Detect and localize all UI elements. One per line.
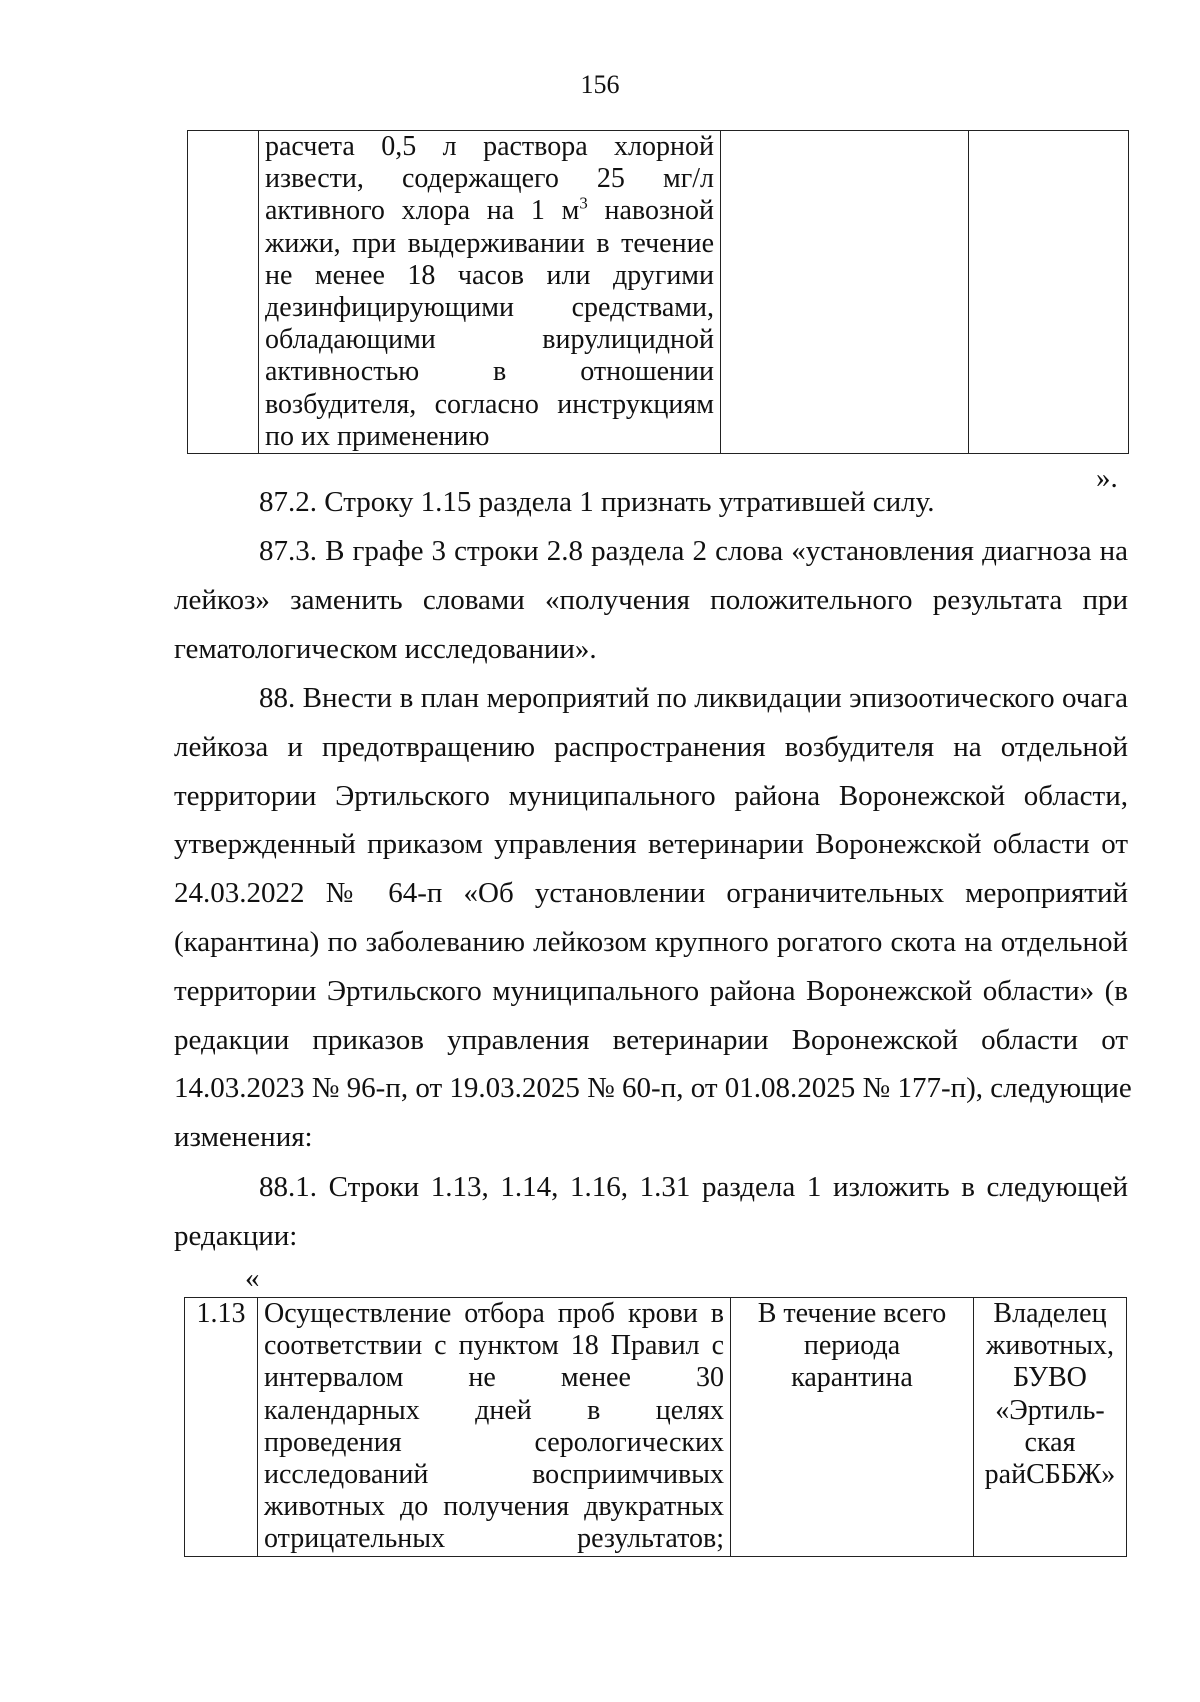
table-row	[185, 1298, 1127, 1557]
paragraph-line: 88.1. Строки 1.13, 1.14, 1.16, 1.31 раздела 1 изложить в следующей	[259, 1171, 1128, 1203]
table-cell-description	[258, 1298, 731, 1557]
paragraph-line: утвержденный приказом управления ветеринарии Воронежской области от	[174, 828, 1128, 861]
cell-line: БУВО	[1013, 1362, 1087, 1394]
paragraph-88	[174, 674, 1132, 1162]
table-cell-term	[721, 131, 969, 454]
paragraph-line: территории Эртильского муниципального района Воронежской области» (в	[174, 974, 1128, 1007]
cell-line: «Эртиль-	[995, 1394, 1105, 1426]
cell-line: райСББЖ»	[984, 1459, 1116, 1491]
page-number: 156	[580, 70, 620, 99]
cell-line: отрицательных результатов;	[264, 1523, 724, 1555]
table-cell-responsible	[969, 131, 1129, 454]
cell-line: по их применению	[265, 420, 490, 452]
cell-line	[265, 195, 714, 227]
cell-line: извести, содержащего 25 мг/л	[265, 163, 714, 195]
cell-line: возбудителя, согласно инструкциям	[265, 388, 714, 420]
paragraph-line: изменения:	[174, 1121, 313, 1154]
superscript: 3	[579, 194, 588, 214]
cell-line: соответствии с пунктом 18 Правил с	[264, 1330, 724, 1362]
table-cell-number	[188, 131, 259, 454]
paragraph-87-2	[174, 478, 1128, 527]
paragraph-88-1	[174, 1163, 1128, 1261]
table-row	[188, 131, 1129, 454]
cell-line: активностью в отношении	[265, 356, 714, 388]
paragraph-line: 14.03.2023 № 96-п, от 19.03.2025 № 60-п, от 01.08.2025 № 177-п), следующие	[174, 1072, 1132, 1105]
paragraph-line: 88. Внести в план мероприятий по ликвидации эпизоотического очага	[259, 682, 1128, 714]
paragraph-line: гематологическом исследовании».	[174, 632, 597, 665]
table-new-rows	[184, 1297, 1127, 1557]
cell-line: карантина	[791, 1362, 913, 1394]
cell-line: Владелец	[993, 1298, 1107, 1329]
cell-line: Осуществление отбора проб крови в	[264, 1298, 724, 1329]
paragraph-line: 24.03.2022 № 64-п «Об установлении ограничительных мероприятий	[174, 877, 1128, 910]
cell-line: исследований восприимчивых	[264, 1459, 724, 1491]
paragraph-line: (карантина) по заболеванию лейкозом крупного рогатого скота на отдельной	[174, 925, 1128, 958]
paragraph-line: территории Эртильского муниципального района Воронежской области,	[174, 779, 1128, 812]
paragraph-line: редакции:	[174, 1219, 298, 1252]
paragraph-line: 87.2. Строку 1.15 раздела 1 признать утратившей силу.	[259, 486, 935, 518]
cell-line: животных до получения двукратных	[264, 1491, 724, 1523]
paragraph-87-3	[174, 527, 1128, 673]
cell-line-text: активного хлора на 1 м	[265, 195, 580, 227]
cell-line: дезинфицирующими средствами,	[265, 292, 714, 324]
cell-line: жижи, при выдерживании в течение	[265, 227, 714, 259]
cell-line: ская	[1024, 1426, 1076, 1458]
table-cell-description	[259, 131, 721, 454]
cell-line: календарных дней в целях	[264, 1394, 724, 1426]
paragraph-line: лейкоз» заменить словами «получения положительного результата при	[174, 583, 1128, 616]
cell-line: обладающими вирулицидной	[265, 324, 714, 356]
paragraph-line: 87.3. В графе 3 строки 2.8 раздела 2 слова «установления диагноза на	[259, 535, 1128, 567]
table-cell-responsible	[974, 1298, 1127, 1557]
closing-quote: ».	[1096, 462, 1118, 494]
cell-line: интервалом не менее 30	[264, 1362, 724, 1394]
cell-line: расчета 0,5 л раствора хлорной	[265, 131, 714, 162]
cell-line: проведения серологических	[264, 1426, 724, 1458]
opening-quote: «	[245, 1262, 260, 1294]
cell-line: В течение всего	[757, 1298, 947, 1329]
cell-line: не менее 18 часов или другими	[265, 259, 714, 291]
cell-line: периода	[803, 1330, 901, 1362]
table-continuation	[187, 130, 1129, 454]
paragraph-line: лейкоза и предотвращению распространения возбудителя на отдельной	[174, 730, 1128, 763]
table-cell-term	[731, 1298, 974, 1557]
paragraph-line: редакции приказов управления ветеринарии Воронежской области от	[174, 1023, 1128, 1056]
cell-line: животных,	[985, 1330, 1115, 1362]
cell-line-text: навозной	[587, 195, 714, 227]
table-cell-number: 1.13	[185, 1298, 258, 1557]
